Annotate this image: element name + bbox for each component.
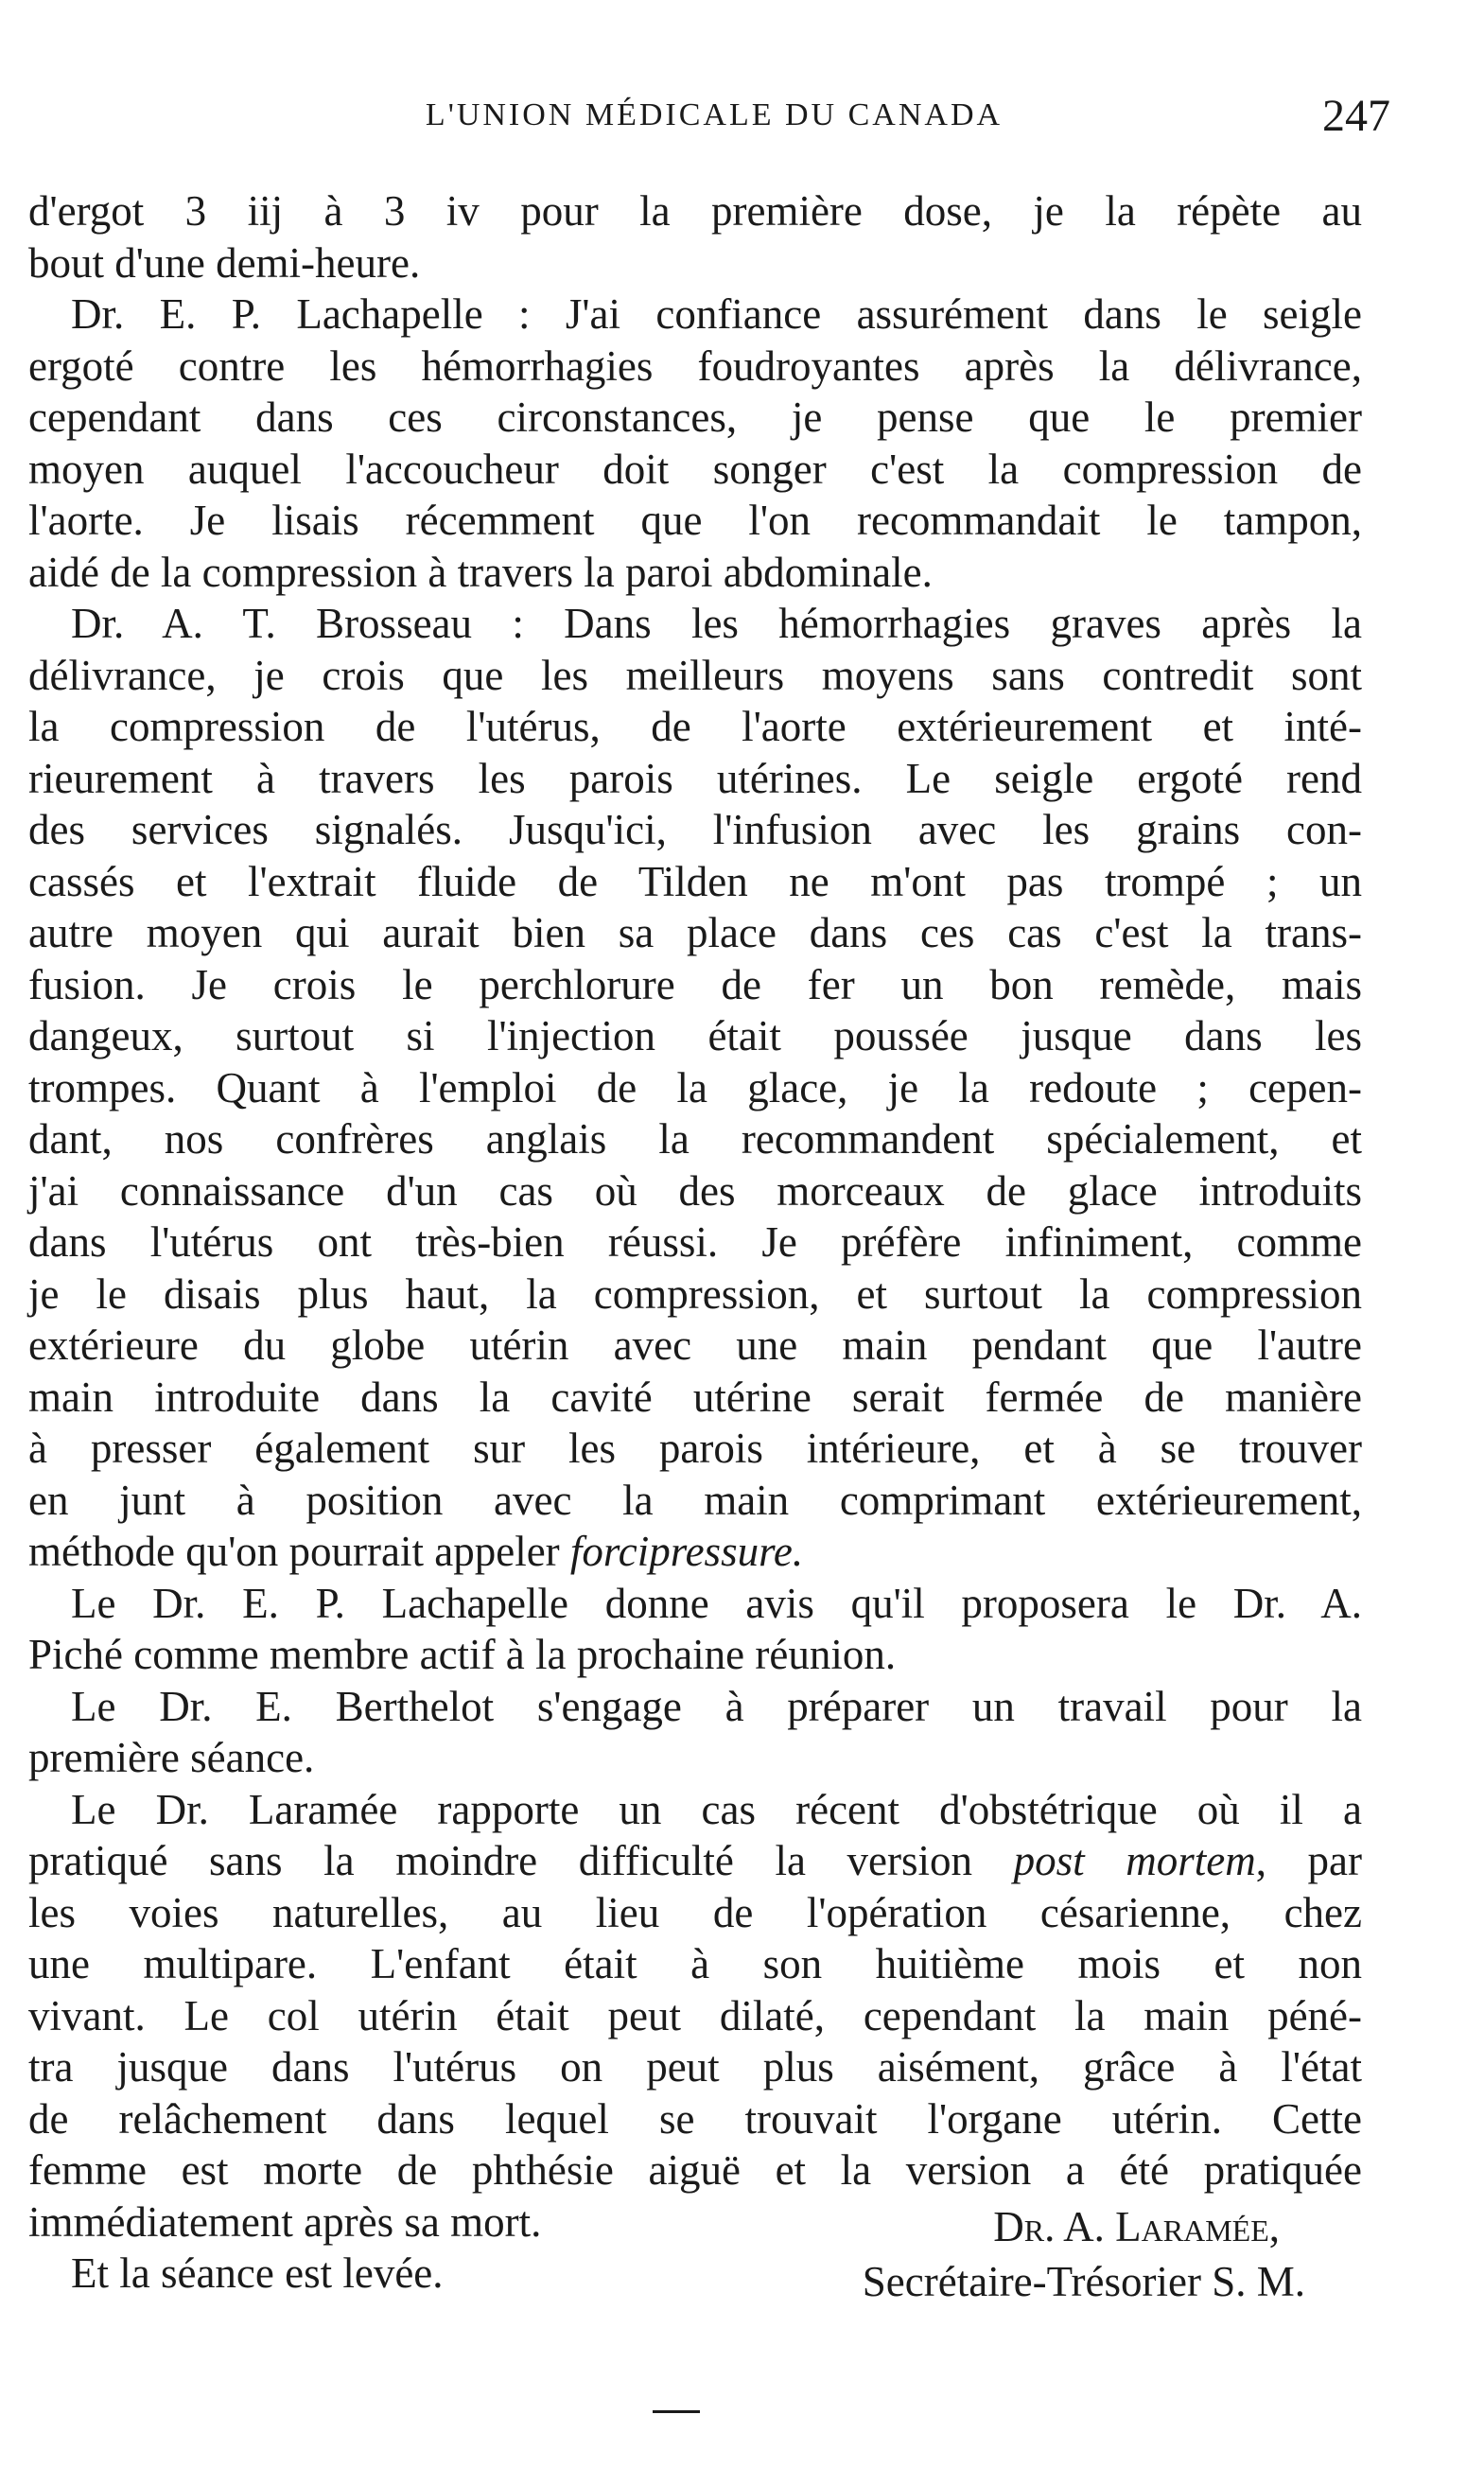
text-line: cependant dans ces circonstances, je pense que le premier [28,394,1362,441]
text-line-with-italic [28,1526,1362,1578]
text-line: je le disais plus haut, la compression, et surtout la compression [28,1269,1362,1318]
text-line: vivant. Le col utérin était peut dilaté, cependant la main péné- [28,1991,1362,2039]
text-line: bout d'une demi-heure. [28,238,421,287]
text-line: fusion. Je crois le perchlorure de fer un bon remède, mais [28,960,1362,1008]
text-line: dans l'utérus ont très-bien réussi. Je préfère infiniment, comme [28,1218,1362,1266]
text-line: trompes. Quant à l'emploi de la glace, je la redoute ; cepen- [28,1063,1362,1111]
text-line: première séance. [28,1734,315,1781]
text-line: Le Dr. E. Berthelot s'engage à préparer un travail pour la [71,1682,1362,1730]
text-segment: méthode qu'on pourrait appeler [28,1528,570,1575]
text-line: ergoté contre les hémorrhagies foudroyantes après la délivrance, [28,341,1362,390]
text-line: autre moyen qui aurait bien sa place dans ces cas c'est la trans- [28,909,1362,956]
text-line: dangeux, surtout si l'injection était poussée jusque dans les [28,1012,1362,1059]
italic-term-post-mortem: post mortem [1013,1837,1256,1884]
text-line: de relâchement dans lequel se trouvait l'organe utérin. Cette [28,2094,1362,2143]
text-line: l'aorte. Je lisais récemment que l'on recommandait le tampon, [28,497,1362,544]
text-line: immédiatement après sa mort. [28,2197,542,2246]
text-line: Piché comme membre actif à la prochaine réunion. [28,1631,897,1678]
journal-title: L'UNION MÉDICALE DU CANADA [425,97,1004,132]
text-line: femme est morte de phthésie aiguë et la version a été pratiquée [28,2146,1362,2194]
text-line: extérieure du globe utérin avec une main pendant que l'autre [28,1321,1362,1369]
text-line: dant, nos confrères anglais la recommandent spécialement, et [28,1115,1362,1163]
text-line: Le Dr. Laramée rapporte un cas récent d'obstétrique où il a [71,1785,1362,1833]
text-line: Dr. E. P. Lachapelle : J'ai confiance assurément dans le seigle [71,290,1362,338]
text-line: aidé de la compression à travers la paroi abdominale. [28,548,933,596]
page-number: 247 [1322,91,1390,141]
text-line: Le Dr. E. P. Lachapelle donne avis qu'il proposera le Dr. A. [71,1579,1362,1627]
text-line: tra jusque dans l'utérus on peut plus aisément, grâce à l'état [28,2043,1362,2091]
text-segment: pratiqué sans la moindre difficulté la version [28,1837,1014,1884]
text-line: les voies naturelles, au lieu de l'opération césarienne, chez [28,1888,1362,1936]
signature-block [0,2199,1305,2309]
text-line: Et la séance est levée. [71,2249,444,2297]
text-line: délivrance, je crois que les meilleurs moyens sans contredit sont [28,651,1362,699]
text-line: moyen auquel l'accoucheur doit songer c'est la compression de [28,445,1362,493]
text-line: cassés et l'extrait fluide de Tilden ne m'ont pas trompé ; un [28,857,1362,905]
text-line: rieurement à travers les parois utérines. Le seigle ergoté rend [28,754,1362,802]
italic-term-forcipressure: forcipressure. [569,1528,804,1575]
text-line: en junt à position avec la main comprimant extérieurement, [28,1476,1362,1524]
end-rule [653,2410,700,2413]
text-line: j'ai connaissance d'un cas où des morceaux de glace introduits [28,1166,1362,1215]
signature-name: Dr. A. Laramée, [993,2203,1280,2250]
text-line: une multipare. L'enfant était à son huitième mois et non [28,1940,1362,1987]
text-line: à presser également sur les parois intérieure, et à se trouver [28,1425,1362,1472]
text-line: d'ergot 3 iij à 3 iv pour la première dose, je la répète au [28,187,1362,235]
text-line: main introduite dans la cavité utérine serait fermée de manière [28,1373,1362,1421]
text-line: la compression de l'utérus, de l'aorte extérieurement et inté- [28,703,1362,750]
text-line: des services signalés. Jusqu'ici, l'infusion avec les grains con- [28,806,1362,853]
body-text [28,185,1362,2300]
text-segment: , par [1255,1837,1362,1884]
running-head [38,90,1390,147]
text-line-with-italic [28,1835,1362,1887]
signature-title: Secrétaire-Trésorier S. M. [862,2258,1305,2305]
text-line: Dr. A. T. Brosseau : Dans les hémorrhagies graves après la [71,600,1362,647]
